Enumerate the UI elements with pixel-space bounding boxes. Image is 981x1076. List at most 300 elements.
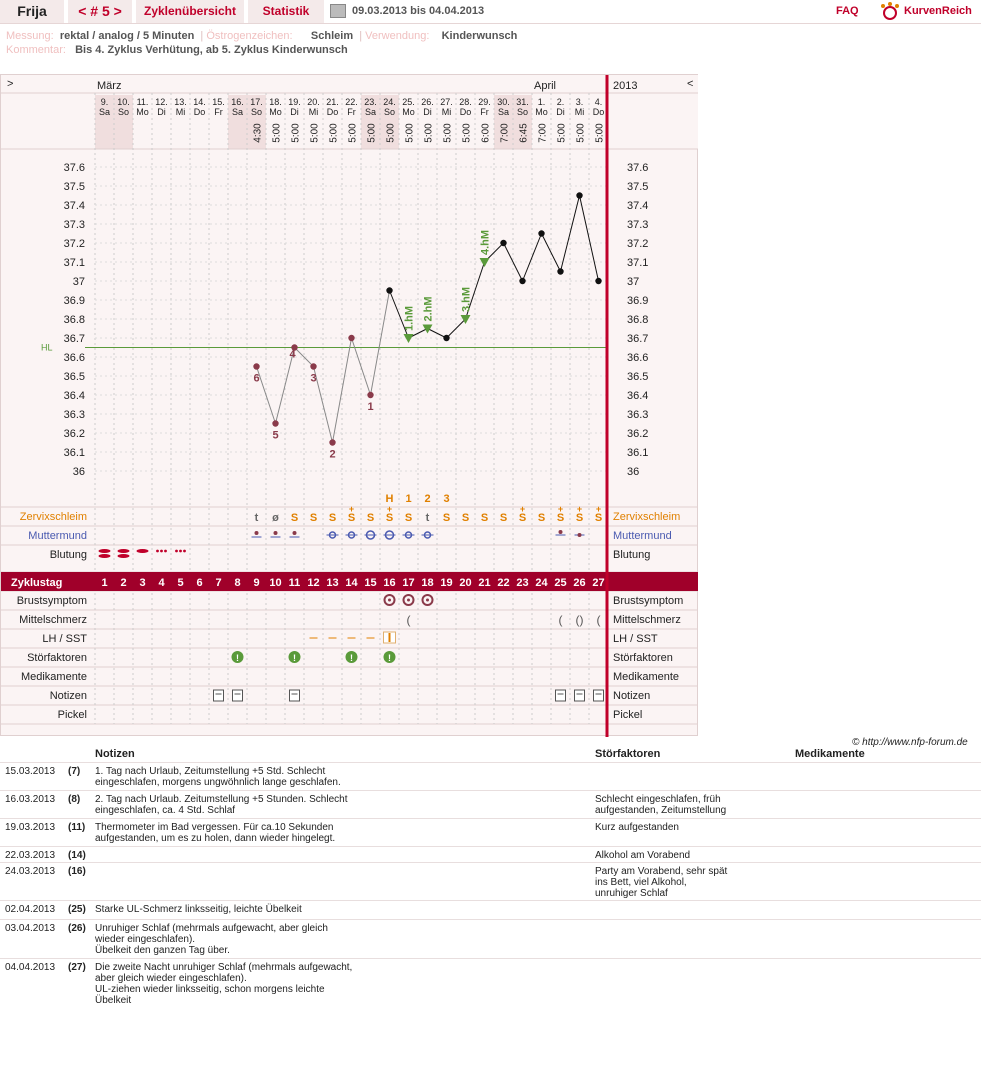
date-label: 3. (575, 97, 584, 107)
date-label: 4. (594, 97, 603, 107)
weekday-label: Mi (574, 107, 585, 117)
midpain-icon: ( (558, 613, 563, 627)
midpain-icon: ( (596, 613, 601, 627)
cycle-day-label: Zyklustag (11, 577, 63, 589)
y-tick-label-right: 36 (627, 466, 640, 478)
month-label: April (534, 80, 557, 92)
note-text: Unruhiger Schlaf (mehrmals aufgewacht, aber gleich wieder eingeschlafen). Übelkeit den ganzen Tag über. (95, 923, 328, 956)
note-text: 2. Tag nach Urlaub. Zeitumstellung +5 Stunden. Schlecht eingeschlafen, ca. 4 Std. Schlaf (95, 794, 348, 816)
mucus-symbol: S (480, 512, 489, 524)
high-mark-label: 3.hM (460, 286, 473, 312)
note-row (0, 846, 981, 862)
time-label: 5:00 (556, 123, 568, 143)
mucus-symbol: S (499, 512, 508, 524)
note-row (0, 790, 981, 818)
cycle-day-number: 9 (253, 577, 260, 589)
temp-point (576, 192, 582, 198)
note-text: 1. Tag nach Urlaub, Zeitumstellung +5 Std. Schlecht eingeschlafen, morgens ungwöhnlich lange geschlafen. (95, 766, 341, 788)
lower-row-label: Pickel (57, 709, 87, 721)
cycle-selector[interactable]: < # 5 > (68, 0, 132, 23)
weekday-label: Di (157, 107, 166, 117)
cycle-day-number: 10 (269, 577, 282, 589)
time-label: 4:30 (252, 123, 264, 143)
mucus-symbol: S (442, 512, 451, 524)
midpain-icon: () (575, 613, 584, 627)
mucus-symbol: S (594, 512, 603, 524)
temp-point (500, 240, 506, 246)
time-label: 5:00 (442, 123, 454, 143)
bleeding-mark (99, 549, 111, 553)
date-label: 24. (383, 97, 396, 107)
mucus-symbol: S (537, 512, 546, 524)
lh-test-line (389, 633, 391, 642)
date-label: 20. (307, 97, 320, 107)
bleeding-mark (99, 554, 111, 558)
date-label: 31. (516, 97, 529, 107)
temp-line-segment (561, 196, 580, 272)
date-label: 19. (288, 97, 301, 107)
temp-point (443, 335, 449, 341)
lower-row-label: Mittelschmerz (19, 614, 87, 626)
printer-icon[interactable] (330, 4, 346, 18)
note-text: Starke UL-Schmerz linksseitig, leichte Übelkeit (95, 904, 302, 915)
bleeding-dot (164, 550, 167, 553)
weekday-label: Fr (480, 107, 489, 117)
mucus-symbol: t (254, 512, 259, 524)
time-label: 5:00 (271, 123, 283, 143)
note-icon (214, 690, 224, 701)
lower-row-label: LH / SST (42, 633, 87, 645)
y-tick-label: 37 (72, 276, 85, 288)
lower-row-label-right: Notizen (613, 690, 651, 702)
kurvenreich-logo-icon[interactable] (880, 2, 900, 20)
weekday-label: Mo (269, 107, 282, 117)
temp-point (310, 363, 316, 369)
cycle-day-number: 8 (234, 577, 241, 589)
midpain-icon: ( (406, 613, 411, 627)
y-tick-label: 36.6 (63, 352, 85, 364)
note-cycle-day: (14) (68, 850, 86, 861)
brand-name[interactable]: KurvenReich (904, 5, 972, 17)
low-number: 6 (253, 372, 260, 385)
cervix-dot (274, 531, 278, 535)
low-number: 3 (310, 372, 317, 385)
lower-row-label-right: Störfaktoren (613, 652, 673, 664)
temp-point (253, 363, 259, 369)
weekday-label: Mo (136, 107, 149, 117)
bleeding-dot (175, 550, 178, 553)
y-tick-label-right: 36.4 (627, 390, 649, 402)
date-label: 1. (537, 97, 546, 107)
top-navigation (0, 0, 981, 24)
weekday-label: Do (459, 107, 472, 117)
cycle-day-number: 2 (120, 577, 127, 589)
date-label: 23. (364, 97, 377, 107)
bleeding-mark (118, 549, 130, 553)
date-label: 29. (478, 97, 491, 107)
time-label: 7:00 (499, 123, 511, 143)
cycle-day-number: 24 (535, 577, 548, 589)
mucus-symbol: S (556, 512, 565, 524)
date-label: 2. (556, 97, 565, 107)
y-tick-label: 37.6 (63, 162, 85, 174)
high-mark-triangle (423, 325, 433, 334)
note-row (0, 762, 981, 790)
cervix-dot (293, 531, 297, 535)
lower-row-label: Störfaktoren (27, 652, 87, 664)
y-tick-label-right: 36.7 (627, 333, 649, 345)
note-date: 22.03.2013 (5, 850, 56, 861)
cervix-row-label: Muttermund (28, 530, 87, 542)
mucus-plus: + (386, 504, 393, 514)
time-label: 7:00 (537, 123, 549, 143)
lower-row-label-right: LH / SST (613, 633, 658, 645)
date-label: 16. (231, 97, 244, 107)
mucus-plus: + (348, 504, 355, 514)
y-tick-label-right: 37.6 (627, 162, 649, 174)
y-tick-label-right: 36.2 (627, 428, 649, 440)
time-label: 6:00 (480, 123, 492, 143)
disturbance-mark: ! (350, 653, 353, 663)
disturbance-mark: ! (236, 653, 239, 663)
y-tick-label-right: 37.4 (627, 200, 649, 212)
date-label: 15. (212, 97, 225, 107)
note-icon (290, 690, 300, 701)
cycle-day-number: 12 (307, 577, 320, 589)
mucus-symbol: S (575, 512, 584, 524)
date-range: 09.03.2013 bis 04.04.2013 (352, 5, 485, 17)
weekday-label: So (383, 107, 396, 117)
bleeding-dot (156, 550, 159, 553)
cycle-day-number: 5 (177, 577, 184, 589)
weekday-label: Mi (308, 107, 319, 117)
cycle-day-number: 16 (383, 577, 396, 589)
breast-symptom-dot (426, 599, 429, 602)
weekday-label: Do (592, 107, 605, 117)
note-disturbance: Alkohol am Vorabend (595, 850, 691, 861)
disturbance-mark: ! (293, 653, 296, 663)
y-tick-label: 37.4 (63, 200, 85, 212)
temp-point (329, 439, 335, 445)
cycle-day-number: 20 (459, 577, 472, 589)
note-text: Die zweite Nacht unruhiger Schlaf (mehrmals aufgewacht, aber gleich wieder eingeschlafen). UL-ziehen wieder linksseitig, schon morgens leichte Übelkeit (95, 962, 353, 1006)
bleeding-row-label-right: Blutung (613, 549, 651, 561)
note-text: Thermometer im Bad vergessen. Für ca.10 Sekunden aufgestanden, um es zu holen, dann wieder hingelegt. (95, 822, 336, 844)
cycle-day-number: 3 (139, 577, 146, 589)
date-label: 18. (269, 97, 282, 107)
y-tick-label: 37.1 (63, 257, 85, 269)
cycle-day-number: 15 (364, 577, 377, 589)
high-mark-label: 2.hM (422, 296, 435, 322)
weekday-label: Mo (535, 107, 548, 117)
cycle-chart-svg (1, 75, 699, 737)
mucus-row-label-right: Zervixschleim (613, 511, 681, 523)
date-label: 27. (440, 97, 453, 107)
cycle-day-number: 23 (516, 577, 529, 589)
lower-row-label: Brustsymptom (16, 595, 87, 607)
bleeding-mark (118, 554, 130, 558)
time-label: 6:45 (518, 123, 530, 143)
y-tick-label-right: 36.9 (627, 295, 649, 307)
breast-symptom-dot (388, 599, 391, 602)
y-tick-label: 36.5 (63, 371, 85, 383)
date-label: 28. (459, 97, 472, 107)
statistics-link[interactable]: Statistik (248, 0, 324, 23)
mucus-symbol: S (518, 512, 527, 524)
note-date: 03.04.2013 (5, 923, 56, 934)
y-tick-label: 36.2 (63, 428, 85, 440)
y-tick-label: 36.9 (63, 295, 85, 307)
nav-next: < (687, 78, 694, 90)
temp-point (538, 230, 544, 236)
date-label: 22. (345, 97, 358, 107)
y-tick-label: 36.1 (63, 447, 85, 459)
weekday-label: Do (326, 107, 339, 117)
lower-row-label: Medikamente (20, 671, 87, 683)
cycle-day-number: 27 (592, 577, 605, 589)
weekday-label: Sa (364, 107, 377, 117)
time-label: 5:00 (366, 123, 378, 143)
weekday-label: Mo (402, 107, 415, 117)
cervix-dot (255, 531, 259, 535)
note-row (0, 958, 981, 1006)
y-tick-label-right: 36.5 (627, 371, 649, 383)
cycle-day-number: 18 (421, 577, 434, 589)
mucus-symbol: S (404, 512, 413, 524)
mucus-symbol: S (290, 512, 299, 524)
weekday-label: Fr (347, 107, 356, 117)
note-cycle-day: (27) (68, 962, 86, 973)
cervix-dot (559, 530, 563, 534)
faq-link[interactable]: FAQ (836, 5, 859, 17)
mucus-plus: + (557, 504, 564, 514)
cycle-day-number: 22 (497, 577, 510, 589)
lower-row-label-right: Medikamente (613, 671, 680, 683)
y-tick-label-right: 37.3 (627, 219, 649, 231)
note-date: 19.03.2013 (5, 822, 56, 833)
time-label: 5:00 (290, 123, 302, 143)
date-label: 12. (155, 97, 168, 107)
weekday-label: Mi (175, 107, 186, 117)
time-label: 5:00 (461, 123, 473, 143)
temp-point (557, 268, 563, 274)
low-number: 2 (329, 448, 336, 461)
weekday-label: Mi (441, 107, 452, 117)
y-tick-label: 36.7 (63, 333, 85, 345)
note-date: 24.03.2013 (5, 866, 56, 877)
cycle-day-number: 21 (478, 577, 491, 589)
y-tick-label: 36.4 (63, 390, 85, 402)
lower-row-label-right: Brustsymptom (613, 595, 684, 607)
cover-line-label: HL (41, 342, 53, 353)
y-tick-label-right: 37.5 (627, 181, 649, 193)
breast-symptom-dot (407, 599, 410, 602)
time-label: 5:00 (347, 123, 359, 143)
temp-point (595, 278, 601, 284)
time-label: 5:00 (594, 123, 606, 143)
note-row (0, 818, 981, 846)
cycle-day-number: 4 (158, 577, 165, 589)
date-label: 11. (136, 97, 149, 107)
lower-row-label: Notizen (49, 690, 87, 702)
note-cycle-day: (8) (68, 794, 81, 805)
bleeding-dot (183, 550, 186, 553)
low-number: 4 (289, 348, 296, 361)
note-date: 15.03.2013 (5, 766, 56, 777)
weekday-label: Sa (98, 107, 111, 117)
time-label: 5:00 (404, 123, 416, 143)
y-tick-label: 37.3 (63, 219, 85, 231)
bleeding-row-label: Blutung (49, 549, 87, 561)
note-cycle-day: (11) (68, 822, 86, 833)
y-tick-label-right: 36.3 (627, 409, 649, 421)
mucus-symbol: S (385, 512, 394, 524)
y-tick-label: 37.2 (63, 238, 85, 250)
disturbance-mark: ! (388, 653, 391, 663)
cycle-day-number: 11 (288, 577, 301, 589)
weekday-label: So (117, 107, 130, 117)
y-tick-label: 36.3 (63, 409, 85, 421)
peak-label: 2 (424, 493, 431, 505)
y-tick-label: 36.8 (63, 314, 85, 326)
disturbances-header: Störfaktoren (595, 748, 661, 760)
y-tick-label-right: 37.1 (627, 257, 649, 269)
weekday-label: So (250, 107, 263, 117)
y-tick-label-right: 36.8 (627, 314, 649, 326)
mucus-symbol: ø (272, 512, 279, 524)
weekday-label: So (516, 107, 529, 117)
date-label: 30. (497, 97, 510, 107)
note-icon (233, 690, 243, 701)
mucus-symbol: t (425, 512, 430, 524)
peak-label: H (385, 493, 394, 505)
y-tick-label-right: 36.1 (627, 447, 649, 459)
mucus-symbol: S (309, 512, 318, 524)
time-label: 5:00 (328, 123, 340, 143)
time-label: 5:00 (575, 123, 587, 143)
high-mark-label: 1.hM (403, 305, 416, 331)
mucus-plus: + (576, 504, 583, 514)
temp-point (348, 335, 354, 341)
temp-line-segment (352, 338, 371, 395)
mucus-plus: + (519, 504, 526, 514)
date-label: 9. (100, 97, 109, 107)
date-label: 13. (174, 97, 187, 107)
weekday-label: Di (556, 107, 565, 117)
weekday-label: Sa (231, 107, 244, 117)
mucus-plus: + (595, 504, 602, 514)
bleeding-dot (160, 550, 163, 553)
cervix-dot (578, 533, 582, 537)
y-tick-label: 37.5 (63, 181, 85, 193)
note-row (0, 900, 981, 919)
note-icon (575, 690, 585, 701)
low-number: 1 (367, 401, 374, 413)
mucus-symbol: S (328, 512, 337, 524)
note-row (0, 862, 981, 900)
mucus-symbol: S (347, 512, 356, 524)
date-label: 10. (117, 97, 130, 107)
temp-line-segment (447, 319, 466, 338)
note-disturbance: Party am Vorabend, sehr spät ins Bett, viel Alkohol, unruhiger Schlaf (595, 866, 728, 899)
cycle-day-number: 25 (554, 577, 567, 589)
cervix-row-label-right: Muttermund (613, 530, 672, 542)
bleeding-mark (137, 549, 149, 553)
cycle-day-number: 17 (402, 577, 415, 589)
weekday-label: Sa (497, 107, 510, 117)
low-number: 5 (272, 429, 279, 442)
date-label: 14. (193, 97, 206, 107)
bleeding-dot (179, 550, 182, 553)
note-disturbance: Kurz aufgestanden (595, 822, 679, 833)
mucus-symbol: S (366, 512, 375, 524)
note-icon (556, 690, 566, 701)
cycle-day-number: 7 (215, 577, 222, 589)
note-cycle-day: (26) (68, 923, 86, 934)
note-cycle-day: (25) (68, 904, 86, 915)
copyright: © http://www.nfp-forum.de (852, 737, 968, 748)
weekday-label: Fr (214, 107, 223, 117)
medications-header: Medikamente (795, 748, 865, 760)
temp-point (386, 287, 392, 293)
note-disturbance: Schlecht eingeschlafen, früh aufgestanden, Zeitumstellung (595, 794, 727, 816)
note-cycle-day: (16) (68, 866, 86, 877)
y-tick-label-right: 36.6 (627, 352, 649, 364)
weekday-label: Do (193, 107, 206, 117)
measurement-info: Messung: rektal / analog / 5 Minuten | Östrogenzeichen: Schleim | Verwendung: Kinderwunsch (6, 30, 518, 42)
mucus-symbol: S (461, 512, 470, 524)
user-name: Frija (0, 0, 64, 23)
peak-label: 3 (443, 493, 450, 505)
weekday-label: Di (423, 107, 432, 117)
nav-prev: > (7, 78, 14, 90)
time-label: 5:00 (385, 123, 397, 143)
cycle-day-number: 26 (573, 577, 586, 589)
mucus-row-label: Zervixschleim (19, 511, 87, 523)
note-date: 02.04.2013 (5, 904, 56, 915)
date-label: 25. (402, 97, 415, 107)
notes-header: Notizen (95, 748, 135, 760)
y-tick-label-right: 37 (627, 276, 640, 288)
cycle-overview-link[interactable]: Zyklenübersicht (136, 0, 244, 23)
y-tick-label: 36 (72, 466, 85, 478)
note-row (0, 919, 981, 958)
lower-row-label-right: Mittelschmerz (613, 614, 681, 626)
date-label: 17. (250, 97, 263, 107)
weekday-label: Di (290, 107, 299, 117)
peak-label: 1 (405, 493, 412, 505)
note-date: 16.03.2013 (5, 794, 56, 805)
high-mark-label: 4.hM (479, 229, 492, 255)
note-date: 04.04.2013 (5, 962, 56, 973)
date-label: 26. (421, 97, 434, 107)
temp-point (272, 420, 278, 426)
month-label: März (97, 80, 122, 92)
cycle-day-number: 14 (345, 577, 358, 589)
time-label: 5:00 (423, 123, 435, 143)
cycle-day-number: 6 (196, 577, 203, 589)
cycle-day-number: 19 (440, 577, 453, 589)
date-label: 21. (326, 97, 339, 107)
lower-row-label-right: Pickel (613, 709, 643, 721)
cycle-day-number: 13 (326, 577, 339, 589)
time-label: 5:00 (309, 123, 321, 143)
cycle-chart (0, 74, 698, 736)
comment-info: Kommentar: Bis 4. Zyklus Verhütung, ab 5. Zyklus Kinderwunsch (6, 44, 348, 56)
cycle-day-number: 1 (101, 577, 108, 589)
y-tick-label-right: 37.2 (627, 238, 649, 250)
temp-point (367, 392, 373, 398)
